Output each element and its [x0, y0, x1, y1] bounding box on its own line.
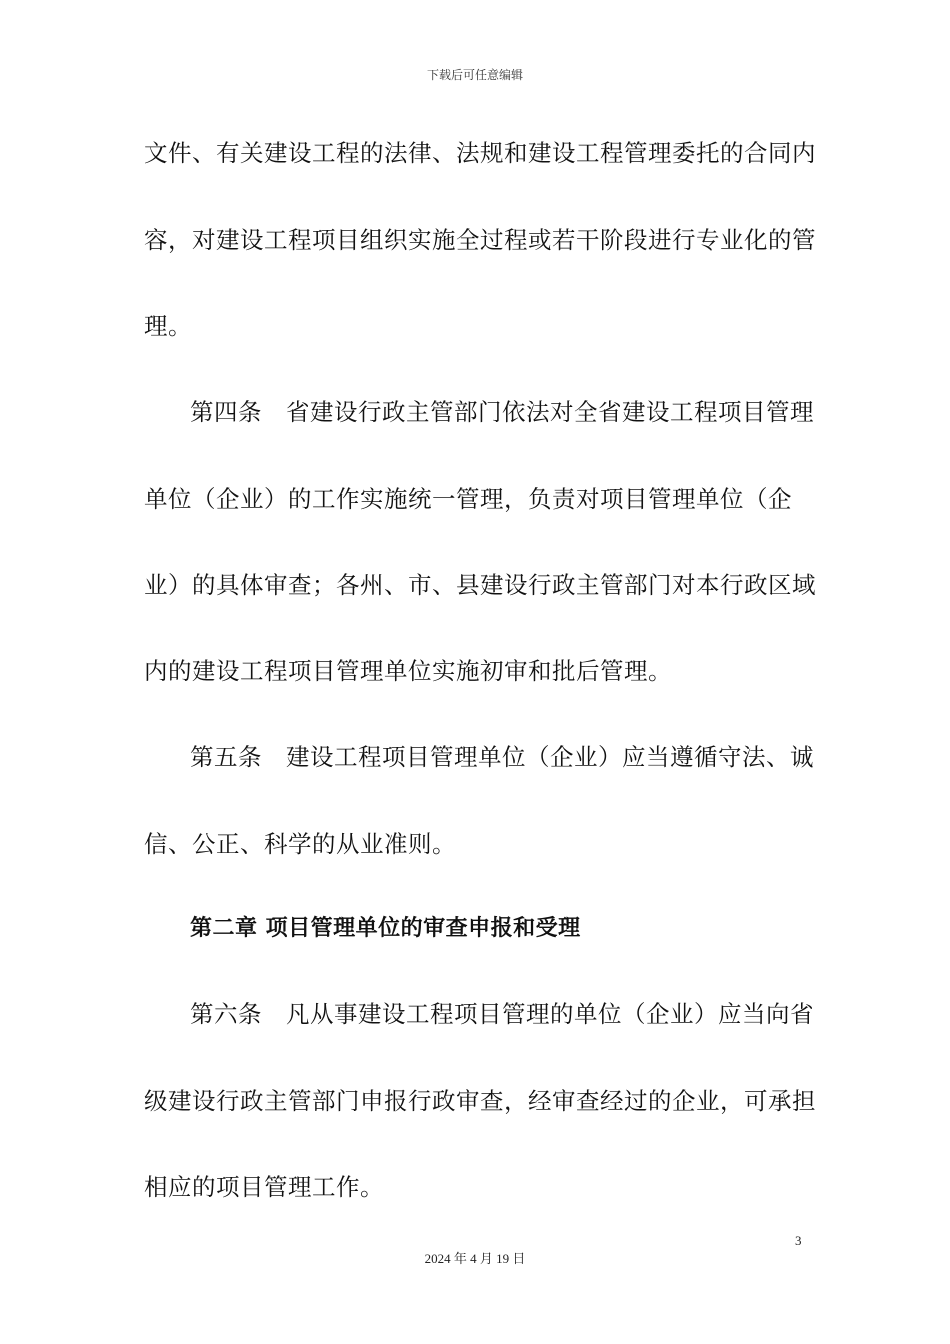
- article-four-first-line: 第四条 省建设行政主管部门依法对全省建设工程项目管理: [190, 398, 814, 426]
- body-line: 相应的项目管理工作。: [144, 1173, 384, 1201]
- body-line: 文件、有关建设工程的法律、法规和建设工程管理委托的合同内: [144, 139, 816, 167]
- body-line: 理。: [144, 312, 192, 340]
- page-header: 下载后可任意编辑: [426, 68, 523, 82]
- article-five-first-line: 第五条 建设工程项目管理单位（企业）应当遵循守法、诚: [190, 743, 814, 771]
- article-six-first-line: 第六条 凡从事建设工程项目管理的单位（企业）应当向省: [190, 1000, 814, 1028]
- body-line: 信、公正、科学的从业准则。: [144, 830, 456, 858]
- body-line: 单位（企业）的工作实施统一管理，负责对项目管理单位（企: [144, 485, 792, 513]
- body-line: 级建设行政主管部门申报行政审查，经审查经过的企业，可承担: [144, 1087, 816, 1115]
- body-line: 内的建设工程项目管理单位实施初审和批后管理。: [144, 657, 672, 685]
- body-line: 容，对建设工程项目组织实施全过程或若干阶段进行专业化的管: [144, 226, 816, 254]
- footer-date: 2024 年 4 月 19 日: [424, 1251, 526, 1266]
- chapter-heading: 第二章 项目管理单位的审查申报和受理: [190, 916, 581, 941]
- body-line: 业）的具体审查；各州、市、县建设行政主管部门对本行政区域: [144, 571, 816, 599]
- page-number: 3: [795, 1233, 802, 1248]
